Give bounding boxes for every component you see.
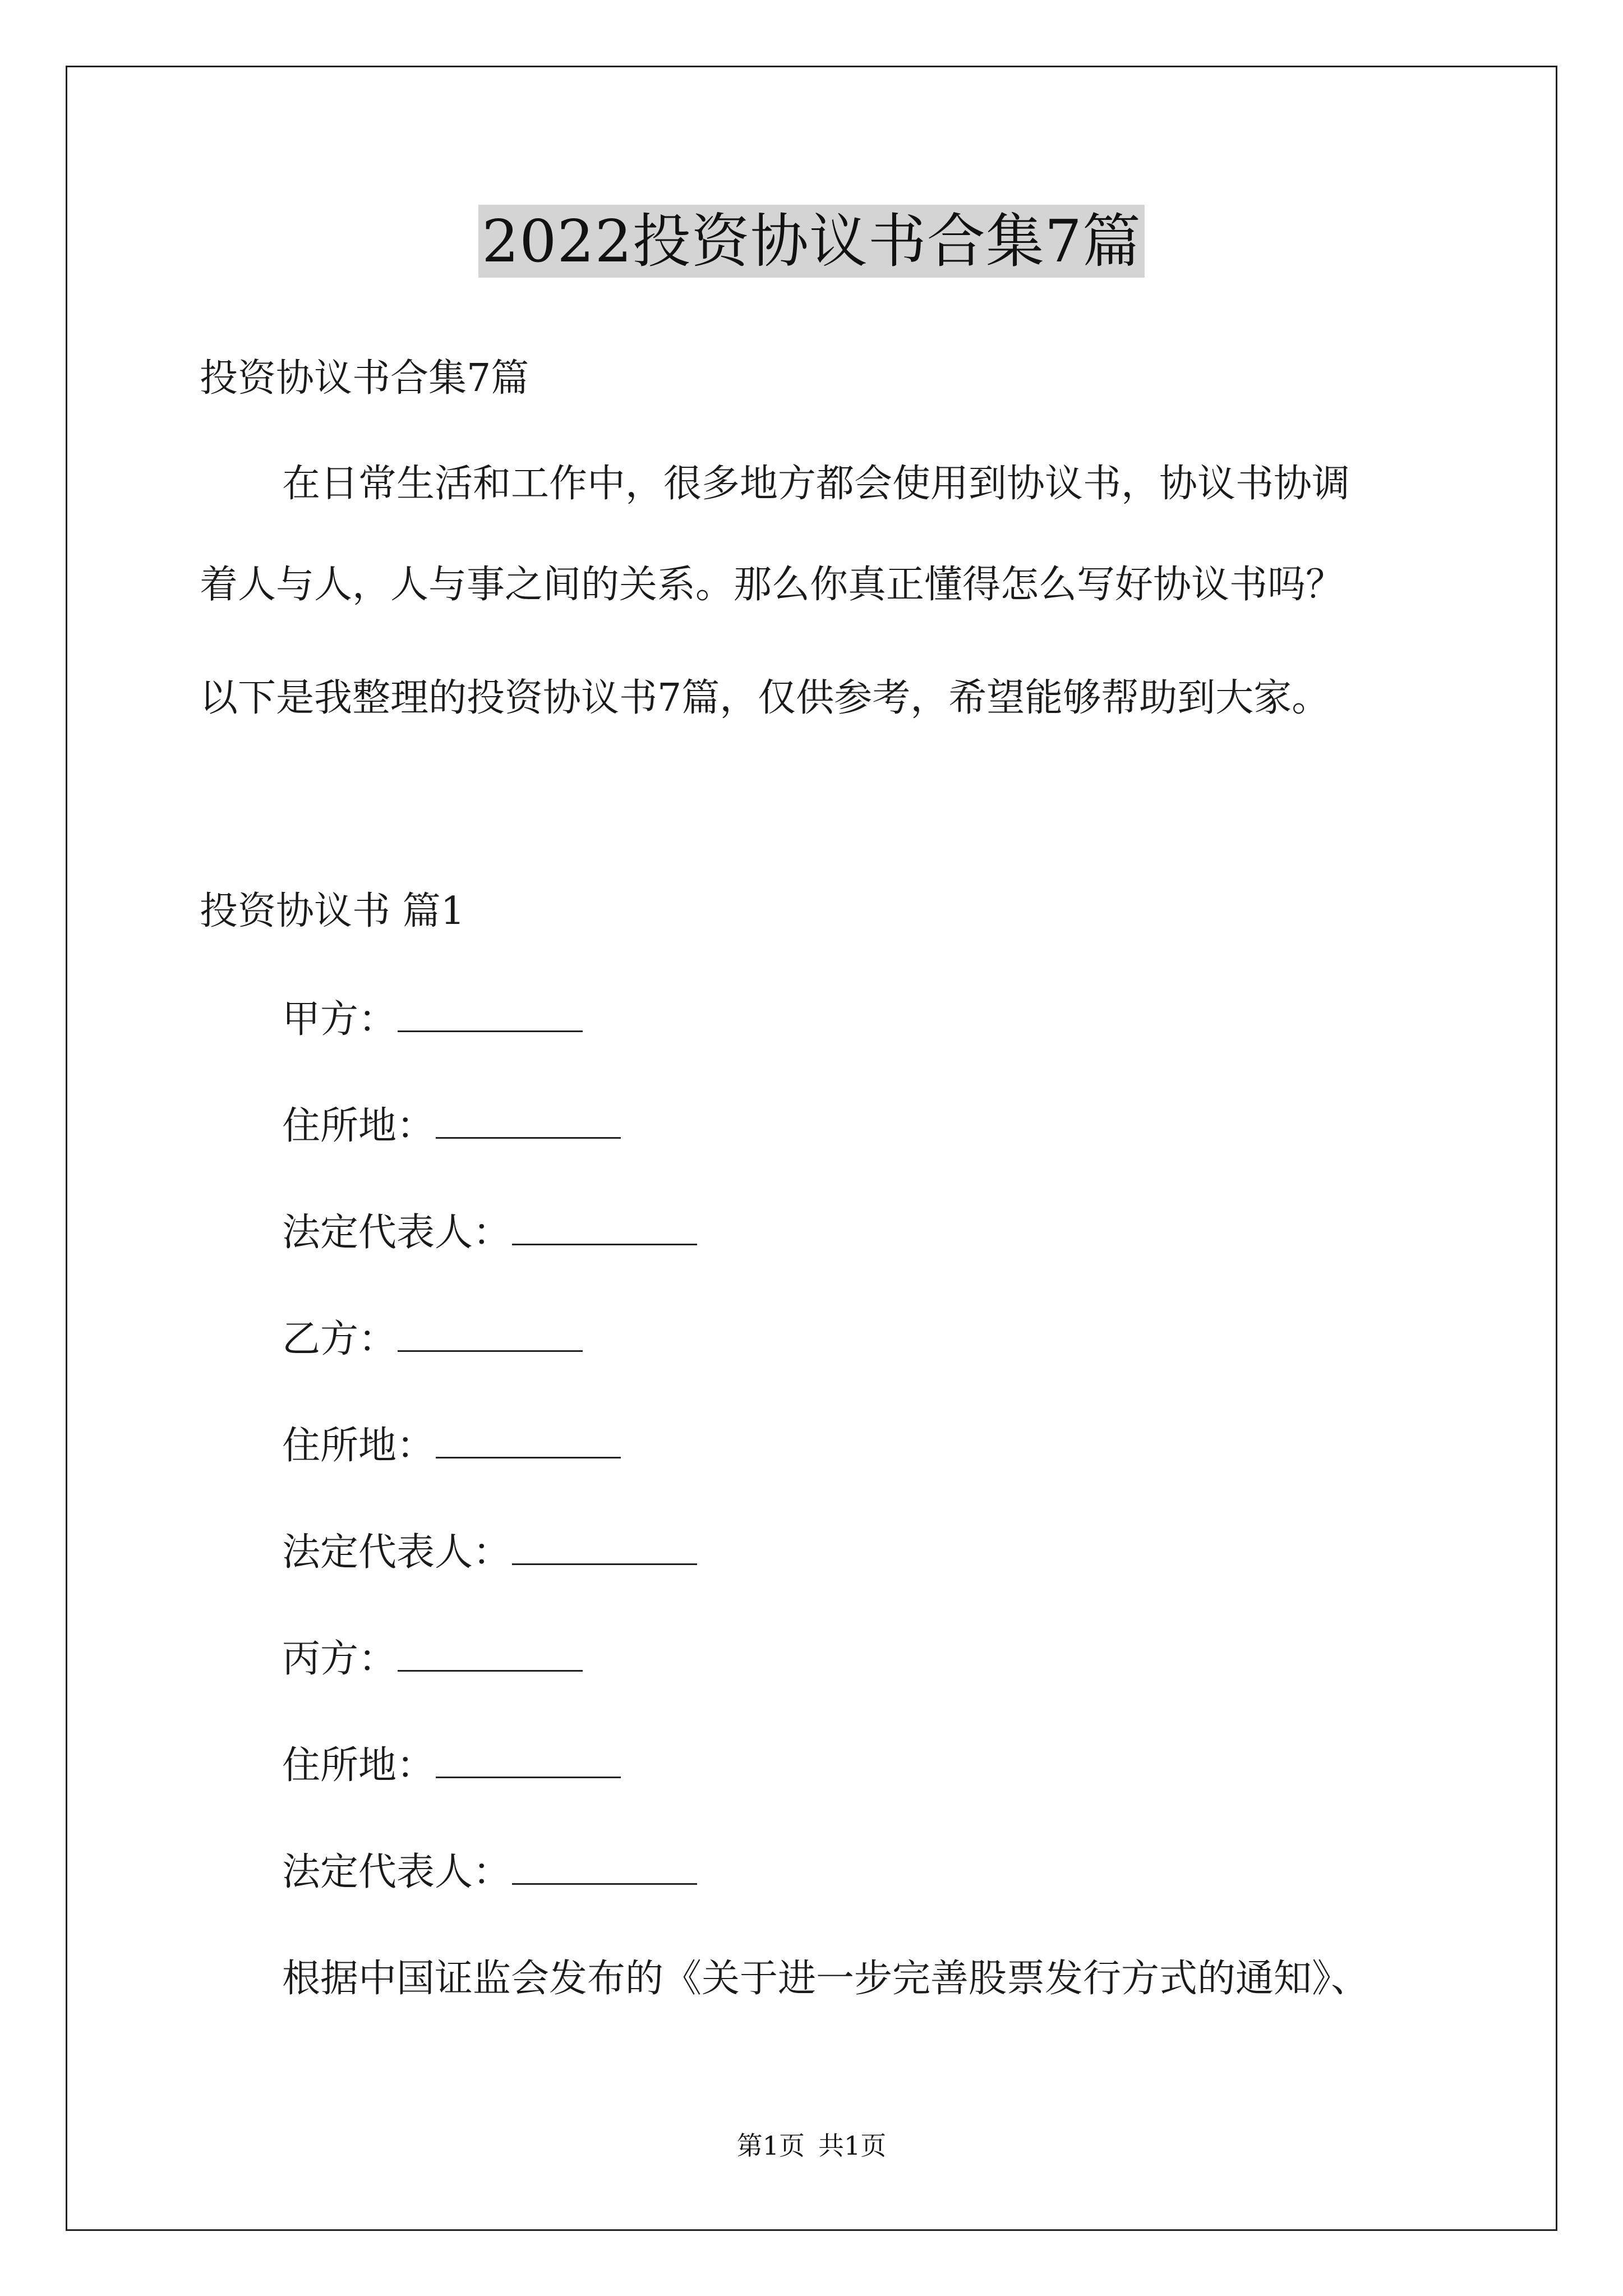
field-party-c [282, 1634, 583, 1685]
intro-line-2: 着人与人，人与事之间的关系。那么你真正懂得怎么写好协议书吗？ [200, 563, 1344, 607]
field-party-b [282, 1314, 583, 1365]
page-footer [0, 2129, 1623, 2162]
field-address-c [282, 1741, 621, 1791]
fill-in-blank [436, 1423, 621, 1458]
field-party-a [282, 995, 583, 1045]
body-paragraph-start: 根据中国证监会发布的《关于进一步完善股票发行方式的通知》、 [282, 1957, 1370, 2001]
field-representative-b [282, 1527, 697, 1578]
field-label: 住所地： [282, 1104, 435, 1148]
fill-in-blank [436, 1103, 621, 1139]
fill-in-blank [436, 1743, 621, 1778]
field-label: 住所地： [282, 1743, 435, 1788]
page-number: 第1页 [736, 2131, 805, 2161]
fill-in-blank [512, 1530, 697, 1565]
field-label: 住所地： [282, 1424, 435, 1468]
fill-in-blank [512, 1210, 697, 1245]
fill-in-blank [398, 1317, 583, 1352]
intro-line-1: 在日常生活和工作中，很多地方都会使用到协议书，协议书协调 [282, 462, 1350, 506]
section-heading: 投资协议书 篇1 [200, 889, 465, 933]
field-label: 丙方： [282, 1637, 397, 1681]
field-label: 乙方： [282, 1317, 397, 1361]
field-label: 法定代表人： [282, 1211, 511, 1255]
fill-in-blank [398, 997, 583, 1032]
intro-line-3: 以下是我整理的投资协议书7篇，仅供参考，希望能够帮助到大家。 [200, 676, 1330, 720]
fill-in-blank [512, 1849, 697, 1885]
field-address-a [282, 1101, 621, 1152]
field-label: 甲方： [282, 997, 397, 1042]
field-label: 法定代表人： [282, 1850, 511, 1894]
field-representative-a [282, 1208, 697, 1258]
fill-in-blank [398, 1636, 583, 1672]
title-container [0, 205, 1623, 278]
field-label: 法定代表人： [282, 1530, 511, 1575]
page-total: 共1页 [818, 2131, 887, 2161]
field-representative-c [282, 1847, 697, 1898]
document-subtitle: 投资协议书合集7篇 [200, 356, 529, 401]
field-address-b [282, 1421, 621, 1471]
document-title: 2022投资协议书合集7篇 [478, 205, 1145, 278]
